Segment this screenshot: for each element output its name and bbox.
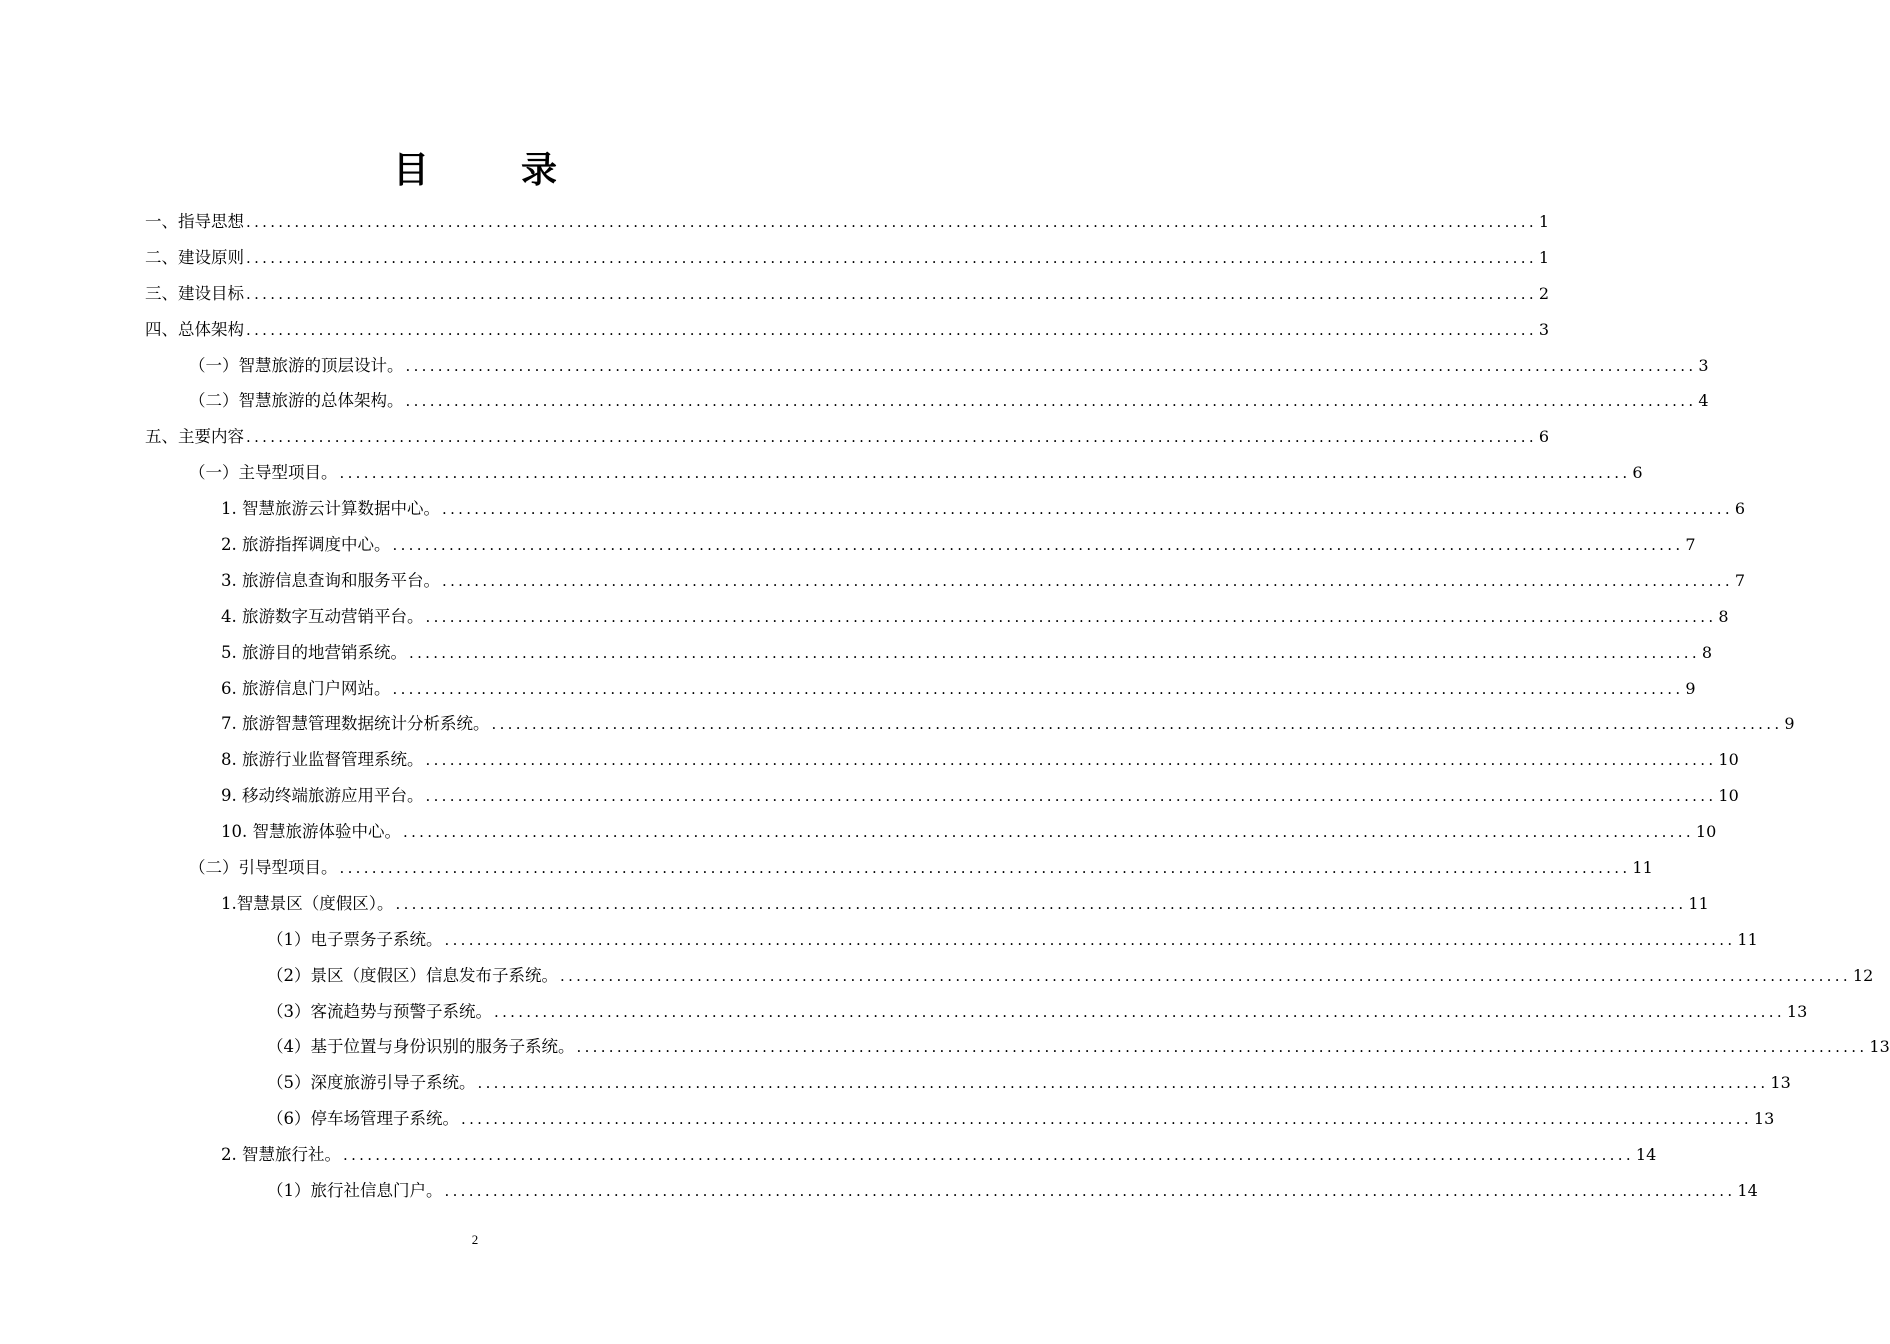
toc-entry[interactable] [145, 1029, 1890, 1065]
toc-entry-page: 1 [1538, 247, 1550, 267]
toc-entry[interactable] [145, 527, 1696, 563]
toc-entry-label: （1）电子票务子系统。 [267, 929, 443, 949]
toc-entry[interactable] [145, 814, 1717, 850]
toc-entry[interactable] [145, 455, 1643, 491]
toc-title: 目 录 [392, 149, 585, 191]
toc-entry-page: 7 [1685, 535, 1696, 555]
toc-dot-leader: ................................................................................................................................................................ [403, 823, 1694, 842]
toc-entry[interactable] [145, 312, 1550, 348]
toc-entry-page: 1 [1538, 212, 1550, 231]
toc-entry[interactable] [145, 1101, 1775, 1137]
toc-dot-leader: ................................................................................................................................................................ [442, 571, 1733, 590]
toc-dot-leader: ................................................................................................................................................................ [461, 1110, 1752, 1129]
toc-entry-label: （二）智慧旅游的总体架构。 [189, 391, 404, 411]
toc-entry-page: 11 [1688, 893, 1709, 913]
toc-entry-label: 6. 旅游信息门户网站。 [221, 678, 391, 698]
toc-dot-leader: ................................................................................................................................................................ [442, 500, 1733, 519]
toc-entry[interactable] [145, 563, 1746, 599]
toc-entry-label: 五、主要内容 [145, 427, 244, 447]
toc-entry-page: 6 [1538, 427, 1550, 447]
toc-entry[interactable] [145, 599, 1729, 635]
toc-entry-page: 10 [1718, 786, 1739, 806]
toc-entry-page: 4 [1698, 391, 1709, 411]
toc-entry-label: 2. 旅游指挥调度中心。 [221, 535, 391, 555]
toc-entry[interactable] [145, 671, 1696, 707]
toc-dot-leader: ................................................................................................................................................................ [246, 428, 1537, 447]
toc-entry-page: 12 [1852, 965, 1874, 985]
toc-entry[interactable] [145, 994, 1808, 1030]
toc-entry-label: 2. 智慧旅行社。 [221, 1145, 341, 1165]
toc-dot-leader: ................................................................................................................................................................ [405, 356, 1697, 375]
toc-entry[interactable] [145, 419, 1550, 455]
toc-dot-leader: ................................................................................................................................................................ [339, 859, 1631, 878]
toc-entry-label: （5）深度旅游引导子系统。 [267, 1073, 476, 1093]
toc-entry-page: 9 [1685, 678, 1696, 698]
toc-entry-label: （一）智慧旅游的顶层设计。 [189, 355, 404, 375]
toc-dot-leader: ................................................................................................................................................................ [560, 966, 1851, 985]
toc-entry-label: 5. 旅游目的地营销系统。 [221, 642, 407, 662]
toc-dot-leader: ................................................................................................................................................................ [395, 894, 1687, 913]
toc-entry-page: 10 [1695, 822, 1717, 842]
toc-entry-label: 8. 旅游行业监督管理系统。 [221, 750, 424, 770]
toc-entry-page: 13 [1869, 1037, 1890, 1057]
toc-dot-leader: ................................................................................................................................................................ [405, 392, 1697, 411]
toc-dot-leader: ................................................................................................................................................................ [425, 787, 1717, 806]
toc-entry-page: 14 [1737, 1181, 1758, 1201]
toc-dot-leader: ................................................................................................................................................................ [477, 1074, 1769, 1093]
toc-entry-label: 二、建设原则 [145, 247, 244, 267]
toc-entry-label: 四、总体架构 [145, 319, 244, 339]
toc-entry-page: 13 [1786, 1001, 1808, 1021]
toc-entry-page: 6 [1734, 499, 1746, 519]
toc-entry-label: 1.智慧景区（度假区）。 [221, 893, 394, 913]
toc-entry[interactable] [145, 742, 1739, 778]
toc-dot-leader: ................................................................................................................................................................ [425, 607, 1717, 626]
toc-entry[interactable] [145, 1065, 1791, 1101]
toc-entry-page: 14 [1635, 1145, 1657, 1165]
toc-entry-page: 13 [1753, 1109, 1775, 1129]
toc-dot-leader: ................................................................................................................................................................ [494, 1002, 1785, 1021]
toc-entry-label: 7. 旅游智慧管理数据统计分析系统。 [221, 714, 490, 734]
toc-entry-label: 3. 旅游信息查询和服务平台。 [221, 570, 440, 590]
toc-entry-page: 2 [1538, 283, 1550, 303]
toc-dot-leader: ................................................................................................................................................................ [246, 248, 1537, 267]
toc-entry-page: 3 [1538, 319, 1550, 339]
toc-entry[interactable] [145, 348, 1709, 384]
toc-dot-leader: ................................................................................................................................................................ [425, 751, 1717, 770]
toc-dot-leader: ................................................................................................................................................................ [409, 643, 1700, 662]
toc-entry-page: 7 [1734, 570, 1746, 590]
toc-dot-leader: ................................................................................................................................................................ [246, 320, 1537, 339]
toc-entry-label: （一）主导型项目。 [189, 463, 338, 483]
toc-entry[interactable] [145, 706, 1795, 742]
toc-entry-page: 6 [1632, 463, 1643, 483]
toc-entry-label: （2）景区（度假区）信息发布子系统。 [267, 965, 558, 985]
toc-dot-leader: ................................................................................................................................................................ [343, 1146, 1634, 1165]
toc-entry-label: 一、指导思想 [145, 212, 244, 231]
toc-entry-label: 10. 智慧旅游体验中心。 [221, 822, 401, 842]
toc-entry[interactable] [145, 383, 1709, 419]
toc-dot-leader: ................................................................................................................................................................ [246, 284, 1537, 303]
toc-entry[interactable] [145, 491, 1746, 527]
toc-dot-leader: ................................................................................................................................................................ [444, 930, 1736, 949]
toc-entry-label: 9. 移动终端旅游应用平台。 [221, 786, 424, 806]
toc-entry-page: 9 [1784, 714, 1795, 734]
toc-entry-page: 3 [1698, 355, 1709, 375]
toc-entry[interactable] [145, 1173, 1758, 1209]
toc-entry[interactable] [145, 778, 1739, 814]
toc-entry-label: （4）基于位置与身份识别的服务子系统。 [267, 1037, 575, 1057]
toc-entry-label: 三、建设目标 [145, 283, 244, 303]
toc-entry-page: 8 [1718, 606, 1729, 626]
toc-entry-label: （1）旅行社信息门户。 [267, 1181, 443, 1201]
toc-entry-label: （3）客流趋势与预警子系统。 [267, 1001, 492, 1021]
toc-entry[interactable] [145, 240, 1550, 276]
toc-entry-page: 8 [1701, 642, 1713, 662]
toc-entry-label: 1. 智慧旅游云计算数据中心。 [221, 499, 440, 519]
toc-entry-page: 10 [1718, 750, 1739, 770]
toc-entry[interactable] [145, 922, 1758, 958]
toc-entry[interactable] [145, 276, 1550, 312]
toc-entry[interactable] [145, 958, 1874, 994]
toc-dot-leader: ................................................................................................................................................................ [576, 1038, 1868, 1057]
toc-entry-label: （6）停车场管理子系统。 [267, 1109, 459, 1129]
toc-entry-label: 4. 旅游数字互动营销平台。 [221, 606, 424, 626]
toc-entry-page: 13 [1770, 1073, 1791, 1093]
toc-entry[interactable] [145, 886, 1709, 922]
toc-entry[interactable] [145, 635, 1713, 671]
toc-list [145, 204, 1890, 1209]
toc-dot-leader: ................................................................................................................................................................ [491, 715, 1783, 734]
toc-entry[interactable] [145, 850, 1653, 886]
toc-entry[interactable] [145, 1137, 1657, 1173]
toc-entry[interactable] [145, 204, 1550, 240]
toc-dot-leader: ................................................................................................................................................................ [246, 213, 1537, 231]
toc-entry-page: 11 [1632, 858, 1653, 878]
toc-dot-leader: ................................................................................................................................................................ [392, 679, 1684, 698]
toc-entry-page: 11 [1737, 929, 1758, 949]
toc-dot-leader: ................................................................................................................................................................ [444, 1182, 1736, 1201]
toc-dot-leader: ................................................................................................................................................................ [392, 536, 1684, 555]
toc-entry-label: （二）引导型项目。 [189, 858, 338, 878]
page-number: 2 [471, 1232, 479, 1247]
toc-dot-leader: ................................................................................................................................................................ [339, 464, 1631, 483]
